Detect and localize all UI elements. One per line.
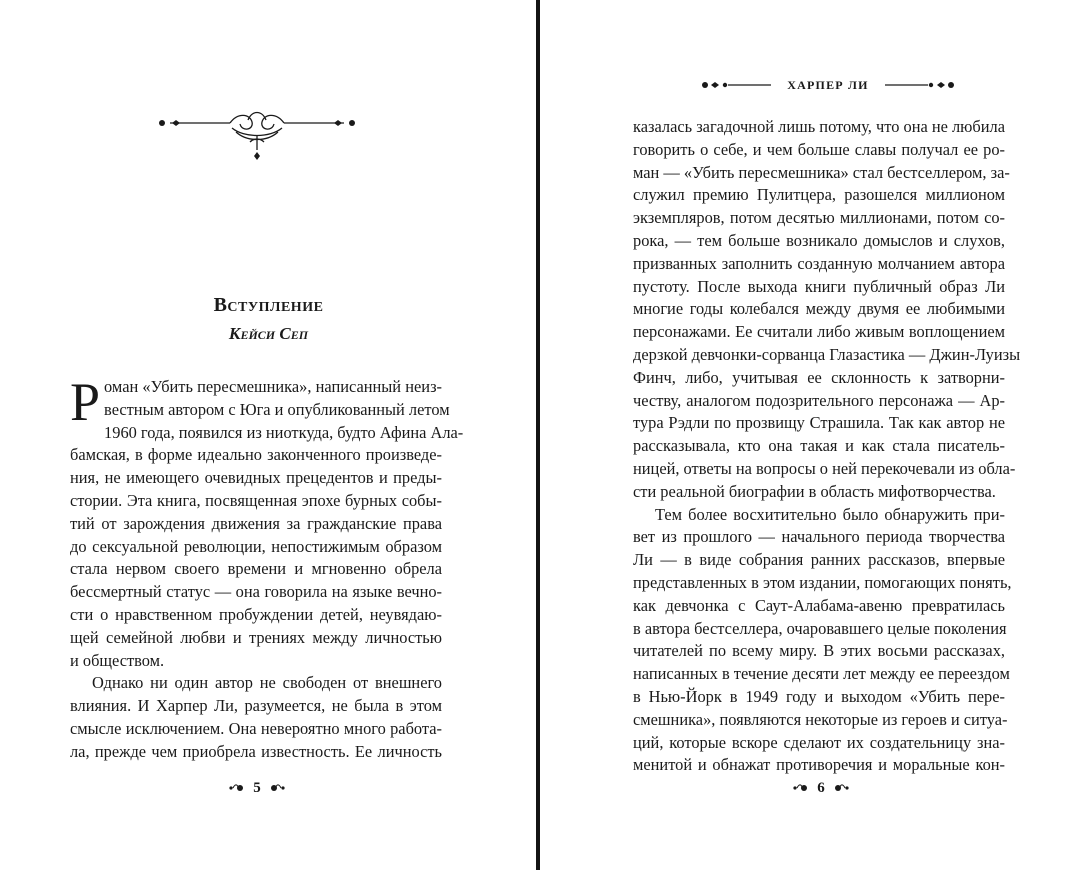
- text-line: Ли — в виде собрания ранних рассказов, впервые: [633, 550, 1005, 570]
- text-line: Финч, либо, учитывая ее склонность к затворни-: [633, 367, 1005, 387]
- text-line: стала нервом своего времени и мгновенно обрела: [70, 559, 442, 579]
- text-line: щей семейной любви и трениях между личностью: [70, 627, 442, 647]
- text-line: представленных в этом издании, помогающих понять,: [633, 572, 1012, 592]
- text-line: до сексуальной революции, непостижимым образом: [70, 536, 442, 556]
- text-line: тий от зарождения движения за гражданские права: [70, 513, 442, 533]
- page-number: [217, 776, 297, 800]
- text-line: экземпляров, потом десятью миллионами, потом со-: [633, 208, 1005, 228]
- text-line: служил премию Пулитцера, разошелся миллионом: [633, 185, 1005, 205]
- book-gutter: [536, 0, 540, 870]
- folio-ornament-icon: [227, 783, 245, 793]
- text-line: влияния. И Харпер Ли, разумеется, не была в этом: [70, 696, 442, 716]
- right-page: [541, 0, 1077, 870]
- text-line: смешника», появляются некоторые из героев и ситуа-: [633, 709, 1008, 729]
- folio-ornament-icon: [791, 783, 809, 793]
- text-line: рассказывала, кто она такая и как стала писатель-: [633, 436, 1005, 456]
- text-line: Тем более восхитительно было обнаружить при-: [655, 504, 1005, 524]
- page-number-value: 6: [817, 779, 825, 796]
- text-line: многие годы колебался между двумя ее любимыми: [633, 299, 1005, 319]
- right-body-text: [633, 116, 1021, 777]
- text-line: стории. Эта книга, посвященная эпохе бурных собы-: [70, 490, 442, 510]
- text-line: сти о нравственном пробуждении детей, неувядаю-: [70, 604, 442, 624]
- header-ornament-icon: [885, 78, 955, 92]
- left-page: [0, 0, 537, 870]
- text-line: оман «Убить пересмешника», написанный неиз-: [104, 377, 442, 396]
- text-line: ций, которые вскоре сделают их создательницу зна-: [633, 732, 1005, 752]
- text-line: ман — «Убить пересмешника» стал бестселлером, за-: [633, 162, 1010, 182]
- chapter-author: Кейси Сеп: [228, 324, 309, 343]
- text-line: и обществом.: [70, 650, 165, 670]
- text-line: ницей, ответы на вопросы о ней перекочевали из обла-: [633, 458, 1016, 478]
- text-line: вет из прошлого — начального периода творчества: [633, 527, 1005, 547]
- left-body-text: [70, 372, 464, 764]
- text-line: пустоту. После выхода книги публичный образ Ли: [633, 276, 1005, 296]
- text-line: читателей по всему миру. В этих восьми рассказах,: [633, 641, 1005, 661]
- text-line: честву, аналогом подозрительного персонажа — Ар-: [633, 390, 1005, 410]
- folio-ornament-icon: [833, 783, 851, 793]
- text-line: смысле исключением. Она невероятно много работа-: [70, 718, 442, 738]
- running-header-title: ХАРПЕР ЛИ: [787, 77, 869, 92]
- drop-cap: Р: [70, 372, 101, 432]
- page-number-value: 5: [253, 779, 261, 796]
- text-line: в автора бестселлера, очаровавшего целые поколения: [633, 618, 1007, 638]
- text-line: дерзкой девчонки-сорванца Глазастика — Джин-Луизы: [633, 344, 1021, 364]
- text-line: ния, не имеющего очевидных прецедентов и преды-: [70, 468, 442, 488]
- text-line: ла, прежде чем приобрела известность. Ее личность: [70, 741, 442, 761]
- text-line: написанных в течение десяти лет между ее переездом: [633, 664, 1010, 684]
- text-line: 1960 года, появился из ниоткуда, будто Афина Ала-: [104, 422, 464, 442]
- chapter-title: Вступление: [213, 294, 324, 316]
- page-number: [781, 776, 861, 800]
- running-header: [701, 74, 955, 96]
- text-line: как девчонка с Саут-Алабама-авеню превратилась: [633, 595, 1005, 615]
- text-line: сти реальной биографии в область мифотворчества.: [633, 481, 996, 501]
- folio-ornament-icon: [269, 783, 287, 793]
- text-line: персонажами. Ее считали либо живым воплощением: [633, 322, 1005, 342]
- flourish-ornament: [152, 108, 362, 164]
- text-line: в Нью-Йорк в 1949 году и выходом «Убить пере-: [633, 686, 1005, 706]
- text-line: говорить о себе, и чем больше славы получал ее ро-: [633, 139, 1005, 159]
- text-line: менитой и обнажат противоречия и моральные кон-: [633, 755, 1005, 775]
- text-line: бамская, в форме идеально законченного произведе-: [70, 445, 442, 465]
- text-line: вестным автором с Юга и опубликованный летом: [104, 399, 450, 419]
- text-line: тура Рэдли по прозвищу Страшила. Так как автор не: [633, 413, 1005, 433]
- text-line: рока, — тем больше возникало домыслов и слухов,: [633, 230, 1005, 250]
- text-line: Однако ни один автор не свободен от внешнего: [92, 673, 442, 693]
- text-line: казалась загадочной лишь потому, что она не любила: [633, 117, 1005, 136]
- header-ornament-icon: [701, 78, 771, 92]
- text-line: призванных заполнить созданную молчанием автора: [633, 253, 1005, 273]
- text-line: бессмертный статус — она говорила на языке вечно-: [70, 582, 442, 602]
